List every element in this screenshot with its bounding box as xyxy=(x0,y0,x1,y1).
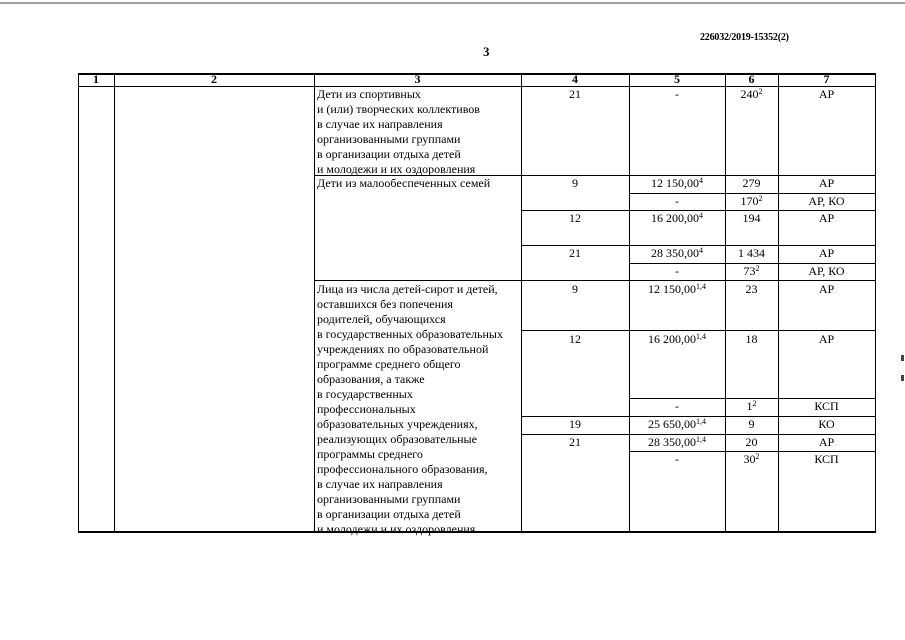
age-cell: 9 xyxy=(572,176,578,190)
cost-cell: 12 150,00$^4$ xyxy=(651,176,703,190)
count-cell: $73^2$ xyxy=(743,264,760,278)
count-cell: 18 xyxy=(745,332,758,346)
age-cell: 19 xyxy=(569,417,581,431)
cost-cell: 16 200,00$^{1,4}$ xyxy=(648,332,706,346)
count-cell: $30^2$ xyxy=(743,452,760,466)
category-label: Дети из малообеспеченных семей xyxy=(317,176,491,190)
cost-cell: - xyxy=(675,452,679,466)
column-header: 4 xyxy=(572,72,578,86)
column-header: 3 xyxy=(414,72,421,86)
code-cell: АР xyxy=(818,246,835,260)
registration-number: 226032/2019-15352(2) xyxy=(700,32,789,43)
code-cell: АР, КО xyxy=(808,194,845,208)
col-border xyxy=(521,73,522,532)
age-cell: 12 xyxy=(569,211,581,225)
count-cell: 1 434 xyxy=(738,246,765,260)
cost-cell: 16 200,00$^4$ xyxy=(651,211,703,225)
count-cell: 23 xyxy=(745,282,758,296)
count-cell: $1^2$ xyxy=(746,399,757,413)
cost-cell: 28 350,00$^4$ xyxy=(651,246,703,260)
cost-cell: - xyxy=(675,399,679,413)
cost-cell: 25 650,00$^{1,4}$ xyxy=(648,417,706,431)
category-label: Лица из числа детей-сирот и детей, оставшихся без попечения родителей, обучающихся в государственных образовательных учреждениях по образовательной программе среднего общего образования, а также в государственных профессиональных образовательных учреждениях, реализующих образовательные программы среднего профессионального образования, в случае их направления организованными группами в организации отдыха детей и молодежи и их оздоровления xyxy=(317,282,503,536)
count-cell: $170^2$ xyxy=(740,194,763,208)
code-cell: АР xyxy=(818,211,835,225)
count-cell: 20 xyxy=(745,435,758,449)
count-cell: 279 xyxy=(742,176,761,190)
age-cell: 21 xyxy=(569,246,581,260)
row-divider xyxy=(314,280,876,281)
column-header: 7 xyxy=(823,72,830,86)
column-header: 1 xyxy=(93,72,99,86)
code-cell: АР xyxy=(818,435,835,449)
age-cell: 9 xyxy=(572,282,578,296)
age-cell: 21 xyxy=(569,435,581,449)
count-cell: 194 xyxy=(742,211,761,225)
cost-cell: - xyxy=(675,87,679,101)
code-cell: АР xyxy=(818,282,835,296)
column-header: 2 xyxy=(211,72,217,86)
col-border xyxy=(875,73,876,532)
cost-cell: 12 150,00$^{1,4}$ xyxy=(648,282,706,296)
code-cell: АР xyxy=(818,176,835,190)
age-cell: 21 xyxy=(569,87,581,101)
code-cell: АР xyxy=(818,332,835,346)
col-border xyxy=(114,73,115,532)
page-number: 3 xyxy=(483,44,490,59)
column-header: 6 xyxy=(748,72,755,86)
code-cell: КО xyxy=(818,417,835,431)
age-cell: 12 xyxy=(569,332,581,346)
code-cell: АР, КО xyxy=(808,264,845,278)
col-border xyxy=(78,73,79,532)
row-divider xyxy=(521,330,876,331)
code-cell: АР xyxy=(818,87,835,101)
col-border xyxy=(314,73,315,532)
count-cell: $240^2$ xyxy=(740,87,763,101)
code-cell: КСП xyxy=(814,452,839,466)
cost-cell: - xyxy=(675,264,679,278)
column-header: 5 xyxy=(674,72,680,86)
cost-cell: - xyxy=(675,194,679,208)
cost-cell: 28 350,00$^{1,4}$ xyxy=(648,435,706,449)
category-label: Дети из спортивных и (или) творческих коллективов в случае их направления организованными группами в организации отдыха детей и молодежи и их оздоровления xyxy=(317,87,480,176)
count-cell: 9 xyxy=(748,417,755,431)
code-cell: КСП xyxy=(814,399,839,413)
